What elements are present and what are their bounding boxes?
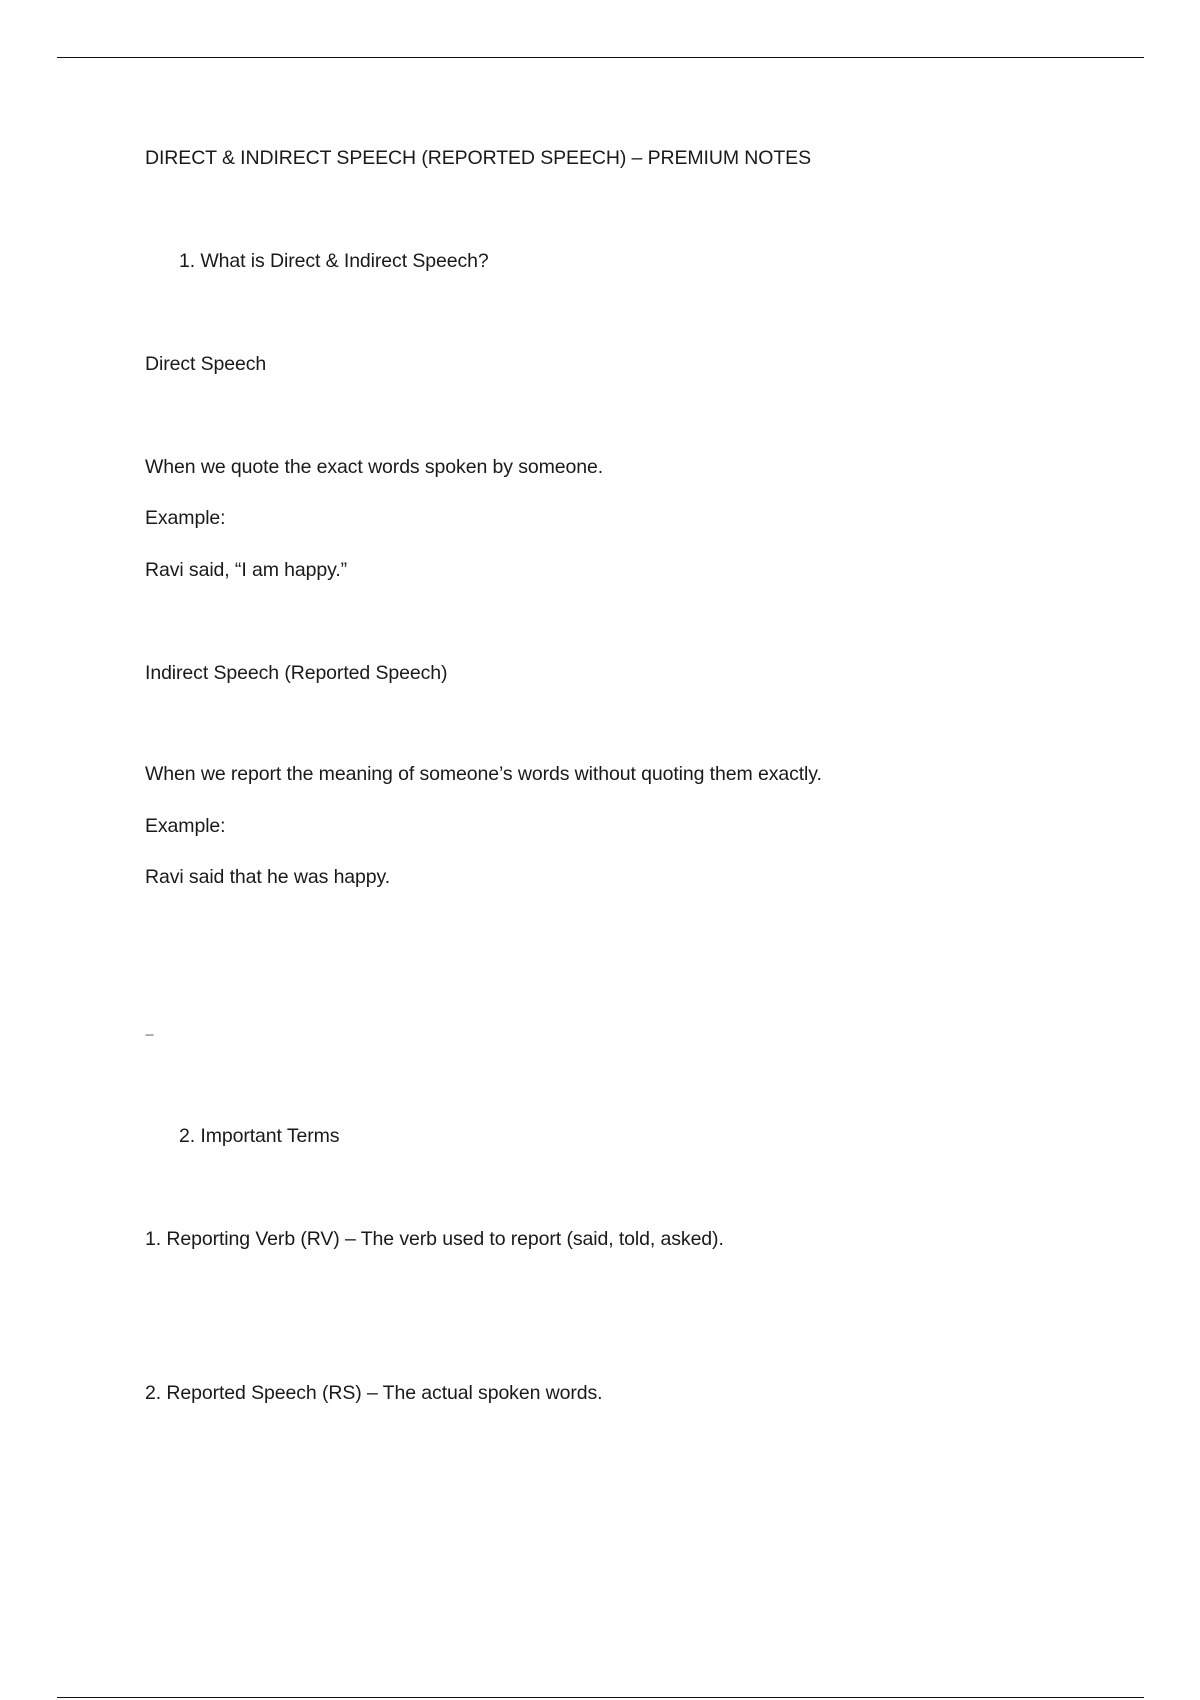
indirect-speech-heading: Indirect Speech (Reported Speech) bbox=[145, 662, 448, 684]
indirect-example-label: Example: bbox=[145, 815, 226, 837]
term-item: 1. Reporting Verb (RV) – The verb used to report (said, told, asked). bbox=[145, 1228, 724, 1250]
direct-speech-heading: Direct Speech bbox=[145, 353, 267, 375]
section-1-heading: 1. What is Direct & Indirect Speech? bbox=[179, 250, 489, 272]
section-2-heading: 2. Important Terms bbox=[179, 1125, 340, 1147]
indirect-example-text: Ravi said that he was happy. bbox=[145, 866, 391, 888]
direct-speech-definition: When we quote the exact words spoken by someone. bbox=[145, 456, 604, 478]
indirect-speech-definition: When we report the meaning of someone’s words without quoting them exactly. bbox=[145, 763, 822, 785]
document-title: DIRECT & INDIRECT SPEECH (REPORTED SPEECH) – PREMIUM NOTES bbox=[145, 147, 811, 169]
direct-example-label: Example: bbox=[145, 507, 226, 529]
section-separator: --- bbox=[145, 1029, 153, 1041]
page-top-rule bbox=[57, 57, 1144, 58]
term-item: 2. Reported Speech (RS) – The actual spoken words. bbox=[145, 1382, 603, 1404]
direct-example-text: Ravi said, “I am happy.” bbox=[145, 559, 348, 581]
page-bottom-rule bbox=[57, 1697, 1144, 1698]
